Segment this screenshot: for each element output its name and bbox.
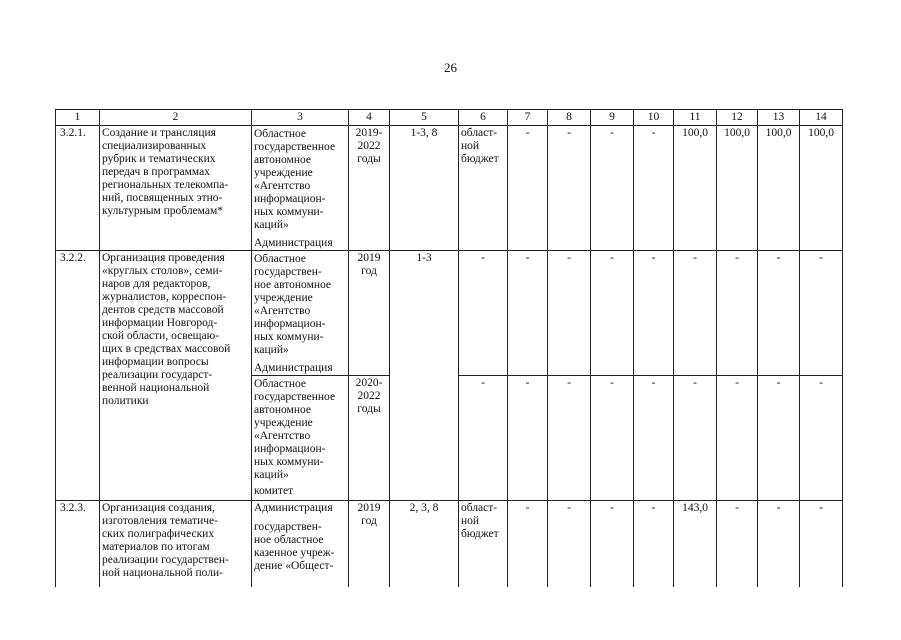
header-cell: 9 xyxy=(591,110,634,126)
item-name: Организация проведения «круглых столов», семи- наров для редакторов, журналистов, корреспон- дентов средств массовой информации Новгород- ской области, освещаю- щих в средствах массовой информации вопросы реализации государст- венной национальной политики xyxy=(100,251,252,501)
value-cell: 100,0 xyxy=(758,126,800,251)
value-cell: - xyxy=(548,501,591,587)
header-cell: 1 xyxy=(56,110,100,126)
executor-cell xyxy=(252,376,349,501)
value-cell: - xyxy=(459,251,508,376)
header-cell: 14 xyxy=(800,110,843,126)
value-cell: 100,0 xyxy=(674,126,717,251)
table-row xyxy=(56,501,843,587)
value-cell: - xyxy=(717,501,758,587)
header-cell: 6 xyxy=(459,110,508,126)
value-cell: - xyxy=(717,376,758,501)
value-cell: - xyxy=(508,501,548,587)
value-cell: - xyxy=(800,376,843,501)
executor-extra: Администрация xyxy=(254,362,333,374)
funding-source: област- ной бюджет xyxy=(459,501,508,587)
table-row xyxy=(56,251,843,376)
value-cell: - xyxy=(674,376,717,501)
period: 2019- 2022 годы xyxy=(349,126,390,251)
value-cell: 100,0 xyxy=(800,126,843,251)
funding-source: област- ной бюджет xyxy=(459,126,508,251)
value-cell: - xyxy=(800,251,843,376)
table-row xyxy=(56,126,843,251)
item-name: Организация создания, изготовления тематиче- ских полиграфических материалов по итогам реализации государствен- ной национальной поли- xyxy=(100,501,252,587)
executor-extra: комитет xyxy=(254,485,294,497)
target-indicators: 1-3, 8 xyxy=(390,126,459,251)
value-cell: - xyxy=(758,376,800,501)
value-cell: - xyxy=(758,501,800,587)
value-cell: - xyxy=(459,376,508,501)
value-cell: - xyxy=(634,501,674,587)
value-cell: - xyxy=(717,251,758,376)
target-indicators: 2, 3, 8 xyxy=(390,501,459,587)
executor-cell xyxy=(252,251,349,376)
value-cell: - xyxy=(591,501,634,587)
period: 2019 год xyxy=(349,501,390,587)
executor-main: Областное государственное автономное учреждение «Агентство информацион- ных коммуни- каций» xyxy=(254,128,336,231)
header-cell: 5 xyxy=(390,110,459,126)
target-indicators: 1-3 xyxy=(390,251,459,501)
value-cell: - xyxy=(591,376,634,501)
value-cell: 143,0 xyxy=(674,501,717,587)
value-cell: - xyxy=(591,126,634,251)
value-cell: - xyxy=(758,251,800,376)
header-cell: 8 xyxy=(548,110,591,126)
value-cell: - xyxy=(548,126,591,251)
item-number: 3.2.2. xyxy=(56,251,100,501)
value-cell: - xyxy=(508,376,548,501)
value-cell: - xyxy=(548,251,591,376)
period: 2020- 2022 годы xyxy=(349,376,390,501)
period: 2019 год xyxy=(349,251,390,376)
item-number: 3.2.1. xyxy=(56,126,100,251)
value-cell: - xyxy=(634,126,674,251)
executor-cell xyxy=(252,501,349,587)
header-cell: 2 xyxy=(100,110,252,126)
executor-main: Областное государственное автономное учреждение «Агентство информацион- ных коммуни- каций» xyxy=(254,378,336,481)
value-cell: - xyxy=(508,251,548,376)
executor-cell xyxy=(252,126,349,251)
program-activities-table xyxy=(55,109,843,587)
header-cell: 4 xyxy=(349,110,390,126)
value-cell: - xyxy=(800,501,843,587)
header-cell: 10 xyxy=(634,110,674,126)
value-cell: - xyxy=(548,376,591,501)
header-cell: 3 xyxy=(252,110,349,126)
item-number: 3.2.3. xyxy=(56,501,100,587)
header-cell: 12 xyxy=(717,110,758,126)
executor-main: Администрация xyxy=(254,502,333,514)
item-name: Создание и трансляция специализированных рубрик и тематических передач в программах региональных телекомпа- ний, посвященных этно- культурным проблемам* xyxy=(100,126,252,251)
page-number: 26 xyxy=(444,60,457,75)
header-cell: 13 xyxy=(758,110,800,126)
header-cell: 7 xyxy=(508,110,548,126)
column-numbers-row xyxy=(56,110,843,126)
executor-extra: Администрация xyxy=(254,237,333,249)
value-cell: - xyxy=(634,376,674,501)
executor-extra: государствен- ное областное казенное учреж- дение «Общест- xyxy=(254,521,335,572)
header-cell: 11 xyxy=(674,110,717,126)
executor-main: Областное государствен- ное автономное учреждение «Агентство информацион- ных коммуни- каций» xyxy=(254,253,332,356)
value-cell: - xyxy=(508,126,548,251)
value-cell: - xyxy=(591,251,634,376)
value-cell: - xyxy=(674,251,717,376)
value-cell: - xyxy=(634,251,674,376)
value-cell: 100,0 xyxy=(717,126,758,251)
